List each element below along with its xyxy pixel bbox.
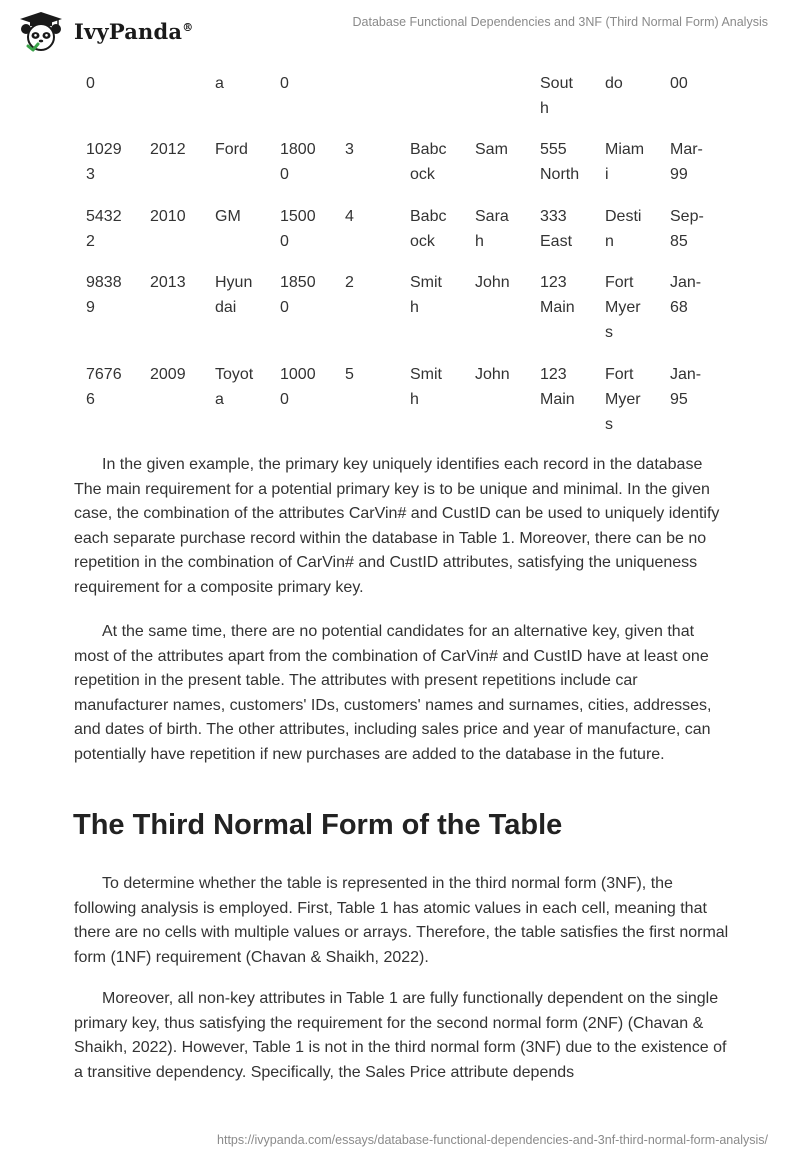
table-cell: Desti n bbox=[605, 208, 642, 250]
source-url[interactable]: https://ivypanda.com/essays/database-functional-dependencies-and-3nf-third-normal-form-analysis/ bbox=[217, 1133, 768, 1147]
table-cell: 3 bbox=[345, 141, 354, 158]
table-cell: Fort Myer s bbox=[605, 366, 641, 433]
table-cell: 123 Main bbox=[540, 274, 575, 316]
table-cell: 1000 0 bbox=[280, 366, 316, 408]
table-cell: Jan- 68 bbox=[670, 274, 702, 316]
table-cell: 2013 bbox=[150, 274, 186, 291]
table-cell: 5 bbox=[345, 366, 354, 383]
table-cell: Babc ock bbox=[410, 141, 447, 183]
table-cell: 0 bbox=[86, 75, 95, 92]
table-cell: a bbox=[215, 75, 224, 92]
table-cell: do bbox=[605, 75, 623, 92]
table-cell: Smit h bbox=[410, 366, 442, 408]
table-cell: Smit h bbox=[410, 274, 442, 316]
table-cell: 2009 bbox=[150, 366, 186, 383]
table-cell: Ford bbox=[215, 141, 248, 158]
table-cell: 5432 2 bbox=[86, 208, 122, 250]
table-cell: 4 bbox=[345, 208, 354, 225]
table-cell: 1500 0 bbox=[280, 208, 316, 250]
table-cell: 2010 bbox=[150, 208, 186, 225]
table-cell: 1800 0 bbox=[280, 141, 316, 183]
table-cell: Sara h bbox=[475, 208, 509, 250]
table-cell: 7676 6 bbox=[86, 366, 122, 408]
brand-logo[interactable] bbox=[14, 10, 193, 52]
table-cell: 123 Main bbox=[540, 366, 575, 408]
table-cell: Jan- 95 bbox=[670, 366, 702, 408]
table-cell: Sep- 85 bbox=[670, 208, 704, 250]
table-cell: Hyun dai bbox=[215, 274, 253, 316]
table-cell: Babc ock bbox=[410, 208, 447, 250]
section-heading: The Third Normal Form of the Table bbox=[73, 809, 563, 841]
document-title: Database Functional Dependencies and 3NF (Third Normal Form) Analysis bbox=[352, 15, 768, 29]
table-cell: GM bbox=[215, 208, 241, 225]
paragraph: To determine whether the table is represented in the third normal form (3NF), the following analysis is employed. First, Table 1 has atomic values in each cell, meaning that there are no cells with multiple values or arrays. Therefore, the table satisfies the first normal form (1NF) requirement (Chavan & Shaikh, 2022). bbox=[74, 875, 729, 966]
table-cell: 555 North bbox=[540, 141, 580, 183]
table-cell: 9838 9 bbox=[86, 274, 122, 316]
table-cell: Sout h bbox=[540, 75, 573, 117]
table-cell: 1850 0 bbox=[280, 274, 316, 316]
table-cell: 2 bbox=[345, 274, 354, 291]
table-cell: John bbox=[475, 366, 510, 383]
paragraph: At the same time, there are no potential candidates for an alternative key, given that most of the attributes apart from the combination of CarVin# and CustID have at least one repetition in the present table. The attributes with present repetitions include car manufacturer names, customers' IDs, customers' names and surnames, cities, addresses, and dates of birth. The other attributes, including sales price and year of manufacture, can potentially have repetition if new purchases are added to the database in the future. bbox=[74, 623, 712, 763]
panda-logo-icon bbox=[14, 10, 68, 52]
table-cell: John bbox=[475, 274, 510, 291]
table-cell: 2012 bbox=[150, 141, 186, 158]
table-cell: 0 bbox=[280, 75, 289, 92]
table-cell: Mar- 99 bbox=[670, 141, 703, 183]
table-cell: 1029 3 bbox=[86, 141, 122, 183]
page-header bbox=[0, 0, 800, 64]
table-cell: Toyot a bbox=[215, 366, 254, 408]
table-cell: 333 East bbox=[540, 208, 573, 250]
table-cell: Fort Myer s bbox=[605, 274, 641, 341]
table-cell: Sam bbox=[475, 141, 508, 158]
table-cell: Miam i bbox=[605, 141, 645, 183]
brand-name: IvyPanda® bbox=[74, 18, 194, 44]
table-cell: 00 bbox=[670, 75, 688, 92]
paragraph: Moreover, all non-key attributes in Table 1 are fully functionally dependent on the single primary key, thus satisfying the requirement for the second normal form (2NF) (Chavan & Shaikh, 2022). However, Table 1 is not in the third normal form (3NF) due to the existence of a transitive dependency. Specifically, the Sales Price attribute depends bbox=[74, 990, 727, 1081]
paragraph: In the given example, the primary key uniquely identifies each record in the database The main requirement for a potential primary key is to be unique and minimal. In the given case, the combination of the attributes CarVin# and CustID can be used to uniquely identify each separate purchase record within the database in Table 1. Moreover, there can be no repetition in the combination of CarVin# and CustID attributes, satisfying the uniqueness requirement for a composite primary key. bbox=[74, 456, 720, 596]
